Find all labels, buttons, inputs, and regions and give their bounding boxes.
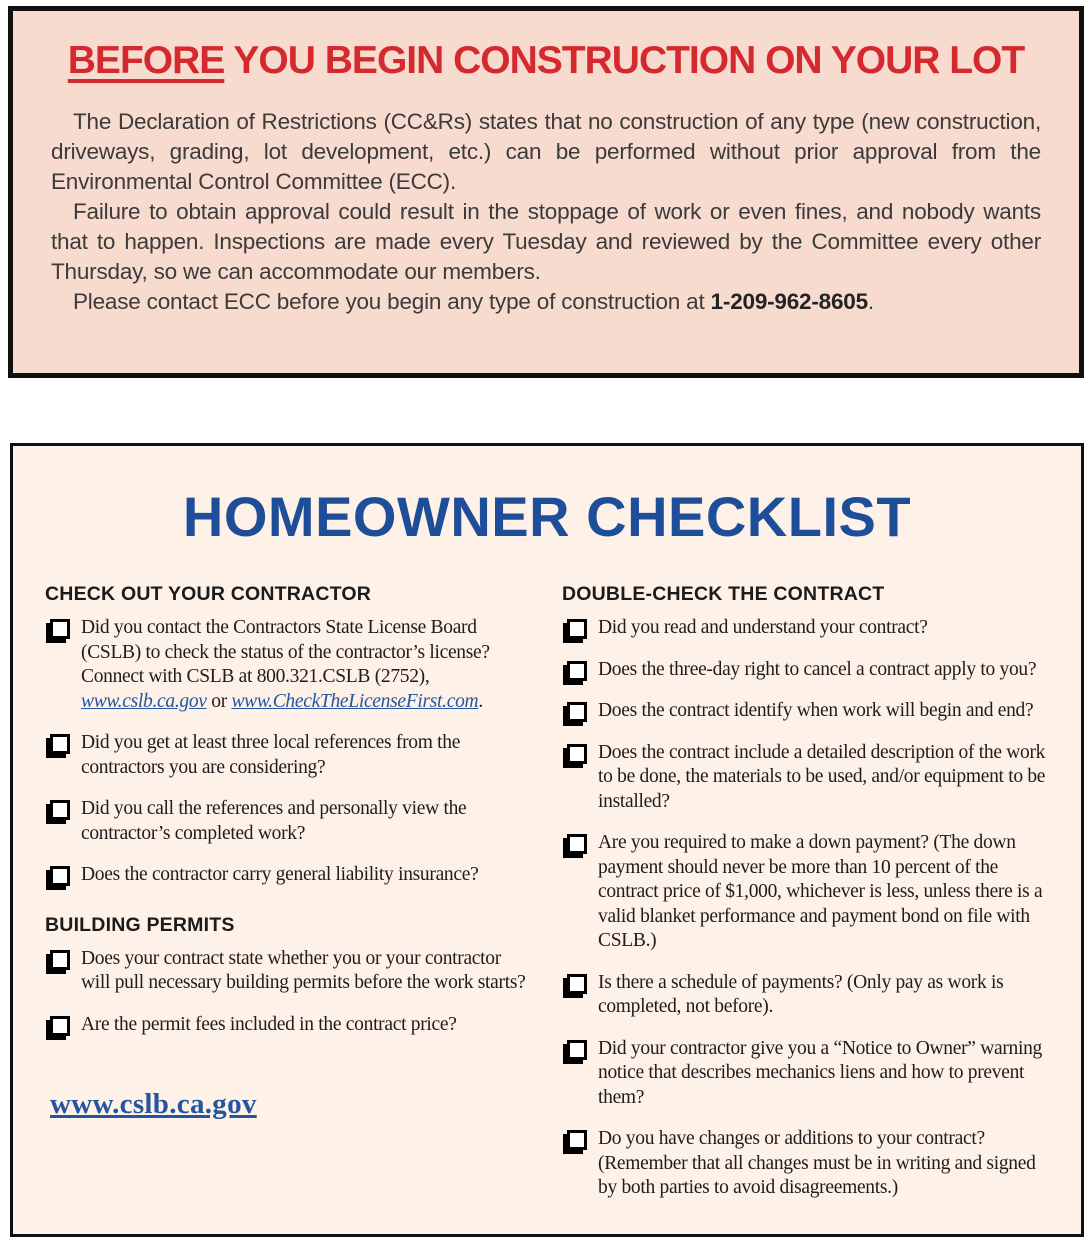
checklist-item: [45, 797, 532, 846]
cslb-link[interactable]: www.cslb.ca.gov: [81, 690, 207, 712]
checkbox-icon[interactable]: [50, 866, 70, 886]
checkbox-icon[interactable]: [567, 744, 587, 764]
checklist-item: [562, 971, 1049, 1020]
item-text: Are the permit fees included in the contract price?: [81, 1013, 457, 1035]
item-text: Did your contractor give you a “Notice to Owner” warning notice that describes mechanics liens and how to prevent them?: [598, 1037, 1043, 1108]
checklist-item: [45, 947, 532, 996]
checkbox-icon[interactable]: [50, 1016, 70, 1036]
phone-number: 1-209-962-8605: [710, 289, 868, 314]
item-text: Does the contract identify when work will begin and end?: [598, 700, 1034, 721]
checklist-item: [562, 831, 1049, 954]
item-text: Did you read and understand your contract?: [598, 617, 928, 638]
notice-paragraph-3-text: Please contact ECC before you begin any type of construction at: [73, 289, 711, 314]
section-header-contractor: CHECK OUT YOUR CONTRACTOR: [45, 583, 372, 605]
checklist-title: HOMEOWNER CHECKLIST: [182, 485, 912, 548]
column-right: [562, 583, 1049, 1218]
checklist-item: [562, 616, 1049, 641]
section-header-building-permits: BUILDING PERMITS: [45, 913, 235, 936]
item-text: Does the three-day right to cancel a contract apply to you?: [598, 658, 1037, 680]
checklist-item: [562, 1127, 1049, 1201]
checklist-item: [45, 616, 532, 714]
column-left: [45, 583, 532, 1218]
notice-title-underlined: BEFORE: [67, 39, 225, 82]
checkbox-icon[interactable]: [567, 974, 587, 994]
item-text: Do you have changes or additions to your contract? (Remember that all changes must be in writing and signed by both parties to avoid disagreements.): [598, 1128, 1036, 1198]
checkbox-icon[interactable]: [567, 661, 587, 681]
checkbox-icon[interactable]: [567, 619, 587, 639]
notice-paragraph-1: The Declaration of Restrictions (CC&Rs) states that no construction of any type (new construction, driveways, grading, lot development, etc.) can be performed without prior approval from the Environmental Control Committee (ECC).: [51, 109, 1041, 194]
item-text: Does your contract state whether you or your contractor will pull necessary building permits before the work starts?: [81, 947, 526, 993]
checklist-item: [562, 658, 1049, 683]
checklist-item: [45, 1013, 532, 1038]
item-text: Does the contract include a detailed description of the work to be done, the materials to be used, and/or equipment to be installed?: [598, 741, 1046, 812]
checkbox-icon[interactable]: [567, 1040, 587, 1060]
checkbox-icon[interactable]: [50, 734, 70, 754]
item-text-segment: .: [478, 690, 483, 712]
checklist-item: [562, 741, 1049, 815]
checkbox-icon[interactable]: [567, 1130, 587, 1150]
notice-paragraph-3-period: .: [867, 289, 874, 314]
checkbox-icon[interactable]: [567, 834, 587, 854]
checklist-box: [10, 443, 1084, 1237]
checklist-item: [562, 699, 1049, 724]
checkbox-icon[interactable]: [567, 702, 587, 722]
section-header-contract: DOUBLE-CHECK THE CONTRACT: [562, 583, 885, 605]
checklist-item: [562, 1037, 1049, 1111]
item-text: Is there a schedule of payments? (Only pay as work is completed, not before).: [598, 971, 1004, 1017]
item-text: [81, 616, 532, 714]
item-text: Does the contractor carry general liability insurance?: [81, 864, 479, 885]
notice-title-rest: YOU BEGIN CONSTRUCTION ON YOUR LOT: [224, 39, 1025, 82]
item-text: Did you call the references and personally view the contractor’s completed work?: [81, 798, 467, 844]
item-text-segment: Did you contact the Contractors State License Board (CSLB) to check the status of the contractor’s license? Connect with CSLB at 800.321.CSLB (2752),: [81, 617, 490, 687]
notice-paragraph-3: [51, 287, 1041, 317]
item-text-segment: or: [206, 690, 232, 712]
notice-paragraph-2: Failure to obtain approval could result in the stoppage of work or even fines, and nobody wants that to happen. Inspections are made every Tuesday and reviewed by the Committee every other Thursday, so we can accommodate our members.: [51, 199, 1041, 284]
notice-box: [8, 6, 1084, 378]
checkbox-icon[interactable]: [50, 619, 70, 639]
checklist-columns: [39, 583, 1055, 1218]
notice-title: [51, 39, 1041, 83]
cslb-footer-link[interactable]: www.cslb.ca.gov: [50, 1088, 257, 1120]
check-the-license-first-link[interactable]: www.CheckTheLicenseFirst.com: [231, 690, 479, 712]
checklist-item: [45, 863, 532, 888]
checkbox-icon[interactable]: [50, 800, 70, 820]
item-text: Are you required to make a down payment? (The down payment should never be more than 10 percent of the contract price of $1,000, whichever is less, unless there is a valid blanket performance and payment bond on file with CSLB.): [598, 832, 1043, 951]
checklist-item: [45, 731, 532, 780]
checkbox-icon[interactable]: [50, 950, 70, 970]
item-text: Did you get at least three local references from the contractors you are considering?: [81, 732, 461, 778]
